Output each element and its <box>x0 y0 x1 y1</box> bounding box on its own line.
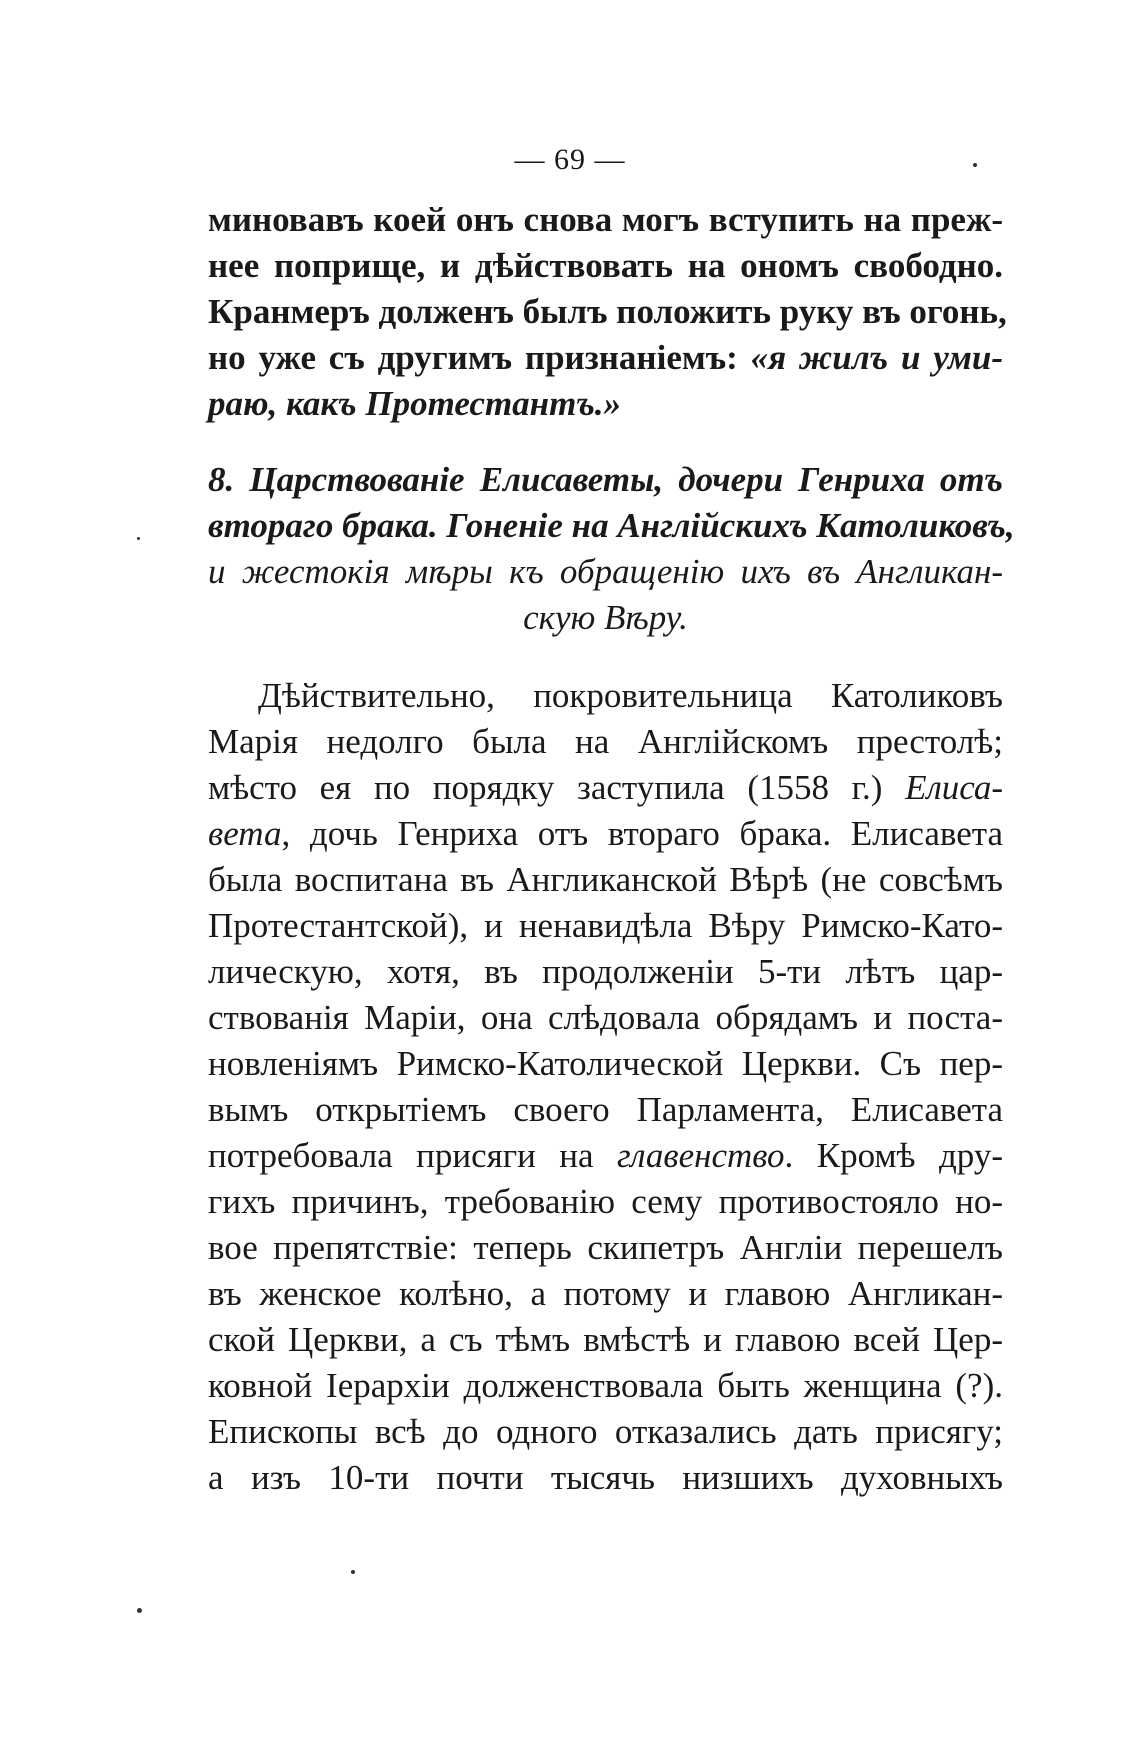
name-span: Елиса- <box>905 768 1003 807</box>
scan-speck <box>137 1608 142 1613</box>
section-heading-line: 8. Царствованіе Елисаветы, дочери Генриха отъ <box>208 460 1003 499</box>
body-line <box>208 1134 1003 1178</box>
body-line: лическую, хотя, въ продолженіи 5-ти лѣтъ цар- <box>208 952 1003 991</box>
text-span: . Кромѣ дру- <box>784 1136 1003 1175</box>
text-span: потребовала присяги на <box>208 1136 618 1175</box>
page-number: — 69 — <box>514 143 626 176</box>
section-heading-line: втораго брака. Гоненіе на Англійскихъ Католиковъ, <box>208 506 1015 545</box>
text-span: но уже съ другимъ признаніемъ: <box>208 338 751 377</box>
text-line: миновавъ коей онъ снова могъ вступить на преж- <box>208 200 1003 239</box>
body-line: ствованія Маріи, она слѣдовала обрядамъ и поста- <box>208 998 1003 1037</box>
section-heading-line: скую Вѣру. <box>523 598 688 637</box>
body-line: а изъ 10-ти почти тысячь низшихъ духовныхъ <box>208 1458 1003 1497</box>
text-line: Кранмеръ долженъ былъ положить руку въ огонь, <box>208 292 1007 331</box>
body-line: вое препятствіе: теперь скипетръ Англіи перешелъ <box>208 1228 1003 1267</box>
quote-span: «я жилъ и уми- <box>750 338 1003 377</box>
text-line <box>208 382 1003 426</box>
body-line: новленіямъ Римско-Католической Церкви. Съ пер- <box>208 1044 1003 1083</box>
text-line <box>208 336 1003 380</box>
name-span: вета <box>208 814 282 853</box>
body-line: вымъ открытіемъ своего Парламента, Елисавета <box>208 1090 1003 1129</box>
scan-speck <box>973 163 977 167</box>
body-line: Епископы всѣ до одного отказались дать присягу; <box>208 1412 1003 1451</box>
text-span: , дочь Генриха отъ втораго брака. Елисавета <box>281 814 1003 853</box>
body-line: ковной Іерархіи долженствовала быть женщина (?). <box>208 1366 1003 1405</box>
body-line: въ женское колѣно, а потому и главою Англикан- <box>208 1274 1003 1313</box>
body-line: была воспитана въ Англиканской Вѣрѣ (не совсѣмъ <box>208 860 1003 899</box>
scan-speck <box>137 537 140 540</box>
section-heading-line: и жестокія мѣры къ обращенію ихъ въ Англикан- <box>208 552 1003 591</box>
scan-speck <box>351 1570 355 1574</box>
text-span: мѣсто ея по порядку заступила (1558 г.) <box>208 768 906 807</box>
body-line: Протестантской), и ненавидѣла Вѣру Римско-Като- <box>208 906 1003 945</box>
quote-span: раю, какъ Протестантъ.» <box>208 384 622 423</box>
body-line <box>208 766 1003 810</box>
body-line <box>208 812 1003 856</box>
body-line: ской Церкви, а съ тѣмъ вмѣстѣ и главою всей Цер- <box>208 1320 1003 1359</box>
body-line: гихъ причинъ, требованію сему противостояло но- <box>208 1182 1003 1221</box>
emphasis-span: главенство <box>617 1136 785 1175</box>
text-line: нее поприще, и дѣйствовать на ономъ свободно. <box>208 246 1003 285</box>
body-line: Марія недолго была на Англійскомъ престолѣ; <box>208 722 1003 761</box>
body-line: Дѣйствительно, покровительница Католиковъ <box>258 676 1003 715</box>
